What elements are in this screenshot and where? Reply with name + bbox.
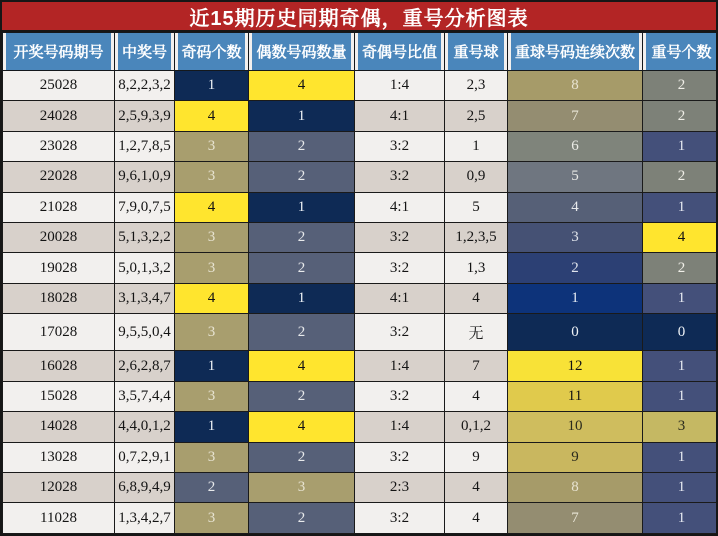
- cell-odd-count: 4: [175, 192, 249, 222]
- cell-repeat-streak: 3: [508, 223, 643, 253]
- cell-winning-numbers: 1,3,4,2,7: [115, 503, 175, 534]
- cell-winning-numbers: 4,4,0,1,2: [115, 412, 175, 442]
- cell-odd-count: 3: [175, 162, 249, 192]
- cell-even-count: 4: [249, 351, 355, 381]
- cell-repeat-balls: 0,9: [445, 162, 508, 192]
- cell-repeat-count: 2: [643, 162, 718, 192]
- cell-repeat-streak: 8: [508, 473, 643, 503]
- cell-repeat-count: 1: [643, 381, 718, 411]
- table-row: [3, 381, 718, 411]
- cell-winning-numbers: 5,1,3,2,2: [115, 223, 175, 253]
- cell-period: 24028: [3, 101, 115, 131]
- cell-winning-numbers: 5,0,1,3,2: [115, 253, 175, 283]
- cell-period: 20028: [3, 223, 115, 253]
- cell-repeat-count: 1: [643, 351, 718, 381]
- cell-odd-even-ratio: 2:3: [355, 473, 445, 503]
- cell-odd-even-ratio: 3:2: [355, 503, 445, 534]
- cell-winning-numbers: 6,8,9,4,9: [115, 473, 175, 503]
- cell-repeat-streak: 0: [508, 314, 643, 351]
- cell-odd-even-ratio: 1:4: [355, 412, 445, 442]
- cell-even-count: 4: [249, 412, 355, 442]
- cell-period: 15028: [3, 381, 115, 411]
- cell-winning-numbers: 3,1,3,4,7: [115, 283, 175, 313]
- cell-odd-count: 1: [175, 351, 249, 381]
- table-row: [3, 473, 718, 503]
- cell-repeat-balls: 1: [445, 131, 508, 161]
- cell-repeat-count: 1: [643, 503, 718, 534]
- table-row: [3, 223, 718, 253]
- cell-odd-even-ratio: 3:2: [355, 253, 445, 283]
- column-header-repeat-count: 重号个数: [643, 33, 718, 71]
- cell-period: 12028: [3, 473, 115, 503]
- cell-repeat-balls: 7: [445, 351, 508, 381]
- cell-repeat-balls: 4: [445, 503, 508, 534]
- cell-repeat-streak: 11: [508, 381, 643, 411]
- cell-odd-count: 3: [175, 223, 249, 253]
- cell-repeat-count: 1: [643, 442, 718, 472]
- cell-repeat-streak: 9: [508, 442, 643, 472]
- cell-repeat-streak: 8: [508, 71, 643, 101]
- cell-winning-numbers: 1,2,7,8,5: [115, 131, 175, 161]
- cell-odd-count: 3: [175, 131, 249, 161]
- analysis-table-wrap: [2, 32, 716, 534]
- cell-repeat-balls: 1,3: [445, 253, 508, 283]
- cell-period: 21028: [3, 192, 115, 222]
- cell-repeat-count: 2: [643, 71, 718, 101]
- cell-odd-even-ratio: 3:2: [355, 223, 445, 253]
- cell-odd-even-ratio: 3:2: [355, 381, 445, 411]
- cell-odd-even-ratio: 1:4: [355, 351, 445, 381]
- cell-even-count: 3: [249, 473, 355, 503]
- cell-even-count: 4: [249, 71, 355, 101]
- cell-repeat-balls: 无: [445, 314, 508, 351]
- table-row: [3, 101, 718, 131]
- cell-repeat-count: 1: [643, 473, 718, 503]
- cell-even-count: 2: [249, 131, 355, 161]
- cell-repeat-balls: 2,3: [445, 71, 508, 101]
- cell-odd-even-ratio: 4:1: [355, 101, 445, 131]
- cell-odd-even-ratio: 3:2: [355, 314, 445, 351]
- cell-repeat-balls: 1,2,3,5: [445, 223, 508, 253]
- column-header-odd-count: 奇码个数: [175, 33, 249, 71]
- cell-repeat-balls: 9: [445, 442, 508, 472]
- table-row: [3, 162, 718, 192]
- cell-repeat-count: 1: [643, 131, 718, 161]
- table-row: [3, 253, 718, 283]
- cell-repeat-streak: 2: [508, 253, 643, 283]
- cell-repeat-streak: 12: [508, 351, 643, 381]
- cell-repeat-balls: 4: [445, 473, 508, 503]
- table-row: [3, 71, 718, 101]
- header-row: [3, 33, 718, 71]
- cell-winning-numbers: 2,5,9,3,9: [115, 101, 175, 131]
- table-row: [3, 412, 718, 442]
- cell-repeat-balls: 4: [445, 283, 508, 313]
- cell-even-count: 1: [249, 192, 355, 222]
- column-header-repeat-streak: 重球号码连续次数: [508, 33, 643, 71]
- cell-odd-count: 3: [175, 314, 249, 351]
- column-header-odd-even-ratio: 奇偶号比值: [355, 33, 445, 71]
- cell-winning-numbers: 8,2,2,3,2: [115, 71, 175, 101]
- table-row: [3, 192, 718, 222]
- table-row: [3, 314, 718, 351]
- cell-even-count: 2: [249, 223, 355, 253]
- cell-repeat-count: 2: [643, 253, 718, 283]
- cell-repeat-streak: 1: [508, 283, 643, 313]
- cell-odd-count: 1: [175, 71, 249, 101]
- cell-period: 25028: [3, 71, 115, 101]
- cell-repeat-streak: 7: [508, 503, 643, 534]
- cell-winning-numbers: 9,5,5,0,4: [115, 314, 175, 351]
- cell-winning-numbers: 7,9,0,7,5: [115, 192, 175, 222]
- cell-winning-numbers: 9,6,1,0,9: [115, 162, 175, 192]
- cell-repeat-balls: 5: [445, 192, 508, 222]
- column-header-even-count: 偶数号码数量: [249, 33, 355, 71]
- analysis-table: [2, 32, 718, 534]
- cell-even-count: 2: [249, 442, 355, 472]
- cell-period: 16028: [3, 351, 115, 381]
- cell-even-count: 1: [249, 101, 355, 131]
- table-row: [3, 503, 718, 534]
- cell-period: 14028: [3, 412, 115, 442]
- cell-odd-even-ratio: 3:2: [355, 442, 445, 472]
- column-header-repeat-balls: 重号球: [445, 33, 508, 71]
- column-header-period: 开奖号码期号: [3, 33, 115, 71]
- cell-repeat-streak: 6: [508, 131, 643, 161]
- cell-even-count: 2: [249, 314, 355, 351]
- cell-even-count: 2: [249, 503, 355, 534]
- cell-odd-even-ratio: 1:4: [355, 71, 445, 101]
- cell-even-count: 2: [249, 253, 355, 283]
- cell-repeat-balls: 0,1,2: [445, 412, 508, 442]
- cell-period: 23028: [3, 131, 115, 161]
- cell-period: 18028: [3, 283, 115, 313]
- cell-repeat-streak: 10: [508, 412, 643, 442]
- table-row: [3, 351, 718, 381]
- cell-repeat-streak: 5: [508, 162, 643, 192]
- cell-even-count: 2: [249, 381, 355, 411]
- cell-winning-numbers: 0,7,2,9,1: [115, 442, 175, 472]
- cell-repeat-count: 0: [643, 314, 718, 351]
- cell-odd-even-ratio: 3:2: [355, 162, 445, 192]
- cell-odd-count: 3: [175, 442, 249, 472]
- cell-period: 22028: [3, 162, 115, 192]
- cell-repeat-count: 4: [643, 223, 718, 253]
- cell-repeat-count: 2: [643, 101, 718, 131]
- cell-repeat-count: 1: [643, 283, 718, 313]
- column-header-winning-numbers: 中奖号: [115, 33, 175, 71]
- cell-period: 13028: [3, 442, 115, 472]
- cell-even-count: 1: [249, 283, 355, 313]
- page-title: 近15期历史同期奇偶，重号分析图表: [2, 2, 716, 32]
- cell-odd-count: 3: [175, 381, 249, 411]
- cell-winning-numbers: 2,6,2,8,7: [115, 351, 175, 381]
- table-row: [3, 442, 718, 472]
- cell-odd-even-ratio: 4:1: [355, 283, 445, 313]
- cell-odd-count: 4: [175, 283, 249, 313]
- cell-winning-numbers: 3,5,7,4,4: [115, 381, 175, 411]
- cell-repeat-count: 3: [643, 412, 718, 442]
- table-row: [3, 131, 718, 161]
- cell-period: 19028: [3, 253, 115, 283]
- table-body: [3, 71, 718, 534]
- cell-odd-count: 4: [175, 101, 249, 131]
- cell-odd-count: 3: [175, 503, 249, 534]
- cell-odd-count: 2: [175, 473, 249, 503]
- cell-repeat-balls: 2,5: [445, 101, 508, 131]
- cell-repeat-streak: 7: [508, 101, 643, 131]
- cell-odd-count: 3: [175, 253, 249, 283]
- cell-odd-even-ratio: 3:2: [355, 131, 445, 161]
- cell-odd-even-ratio: 4:1: [355, 192, 445, 222]
- cell-even-count: 2: [249, 162, 355, 192]
- cell-repeat-count: 1: [643, 192, 718, 222]
- cell-odd-count: 1: [175, 412, 249, 442]
- cell-repeat-balls: 4: [445, 381, 508, 411]
- cell-period: 11028: [3, 503, 115, 534]
- table-row: [3, 283, 718, 313]
- cell-repeat-streak: 4: [508, 192, 643, 222]
- cell-period: 17028: [3, 314, 115, 351]
